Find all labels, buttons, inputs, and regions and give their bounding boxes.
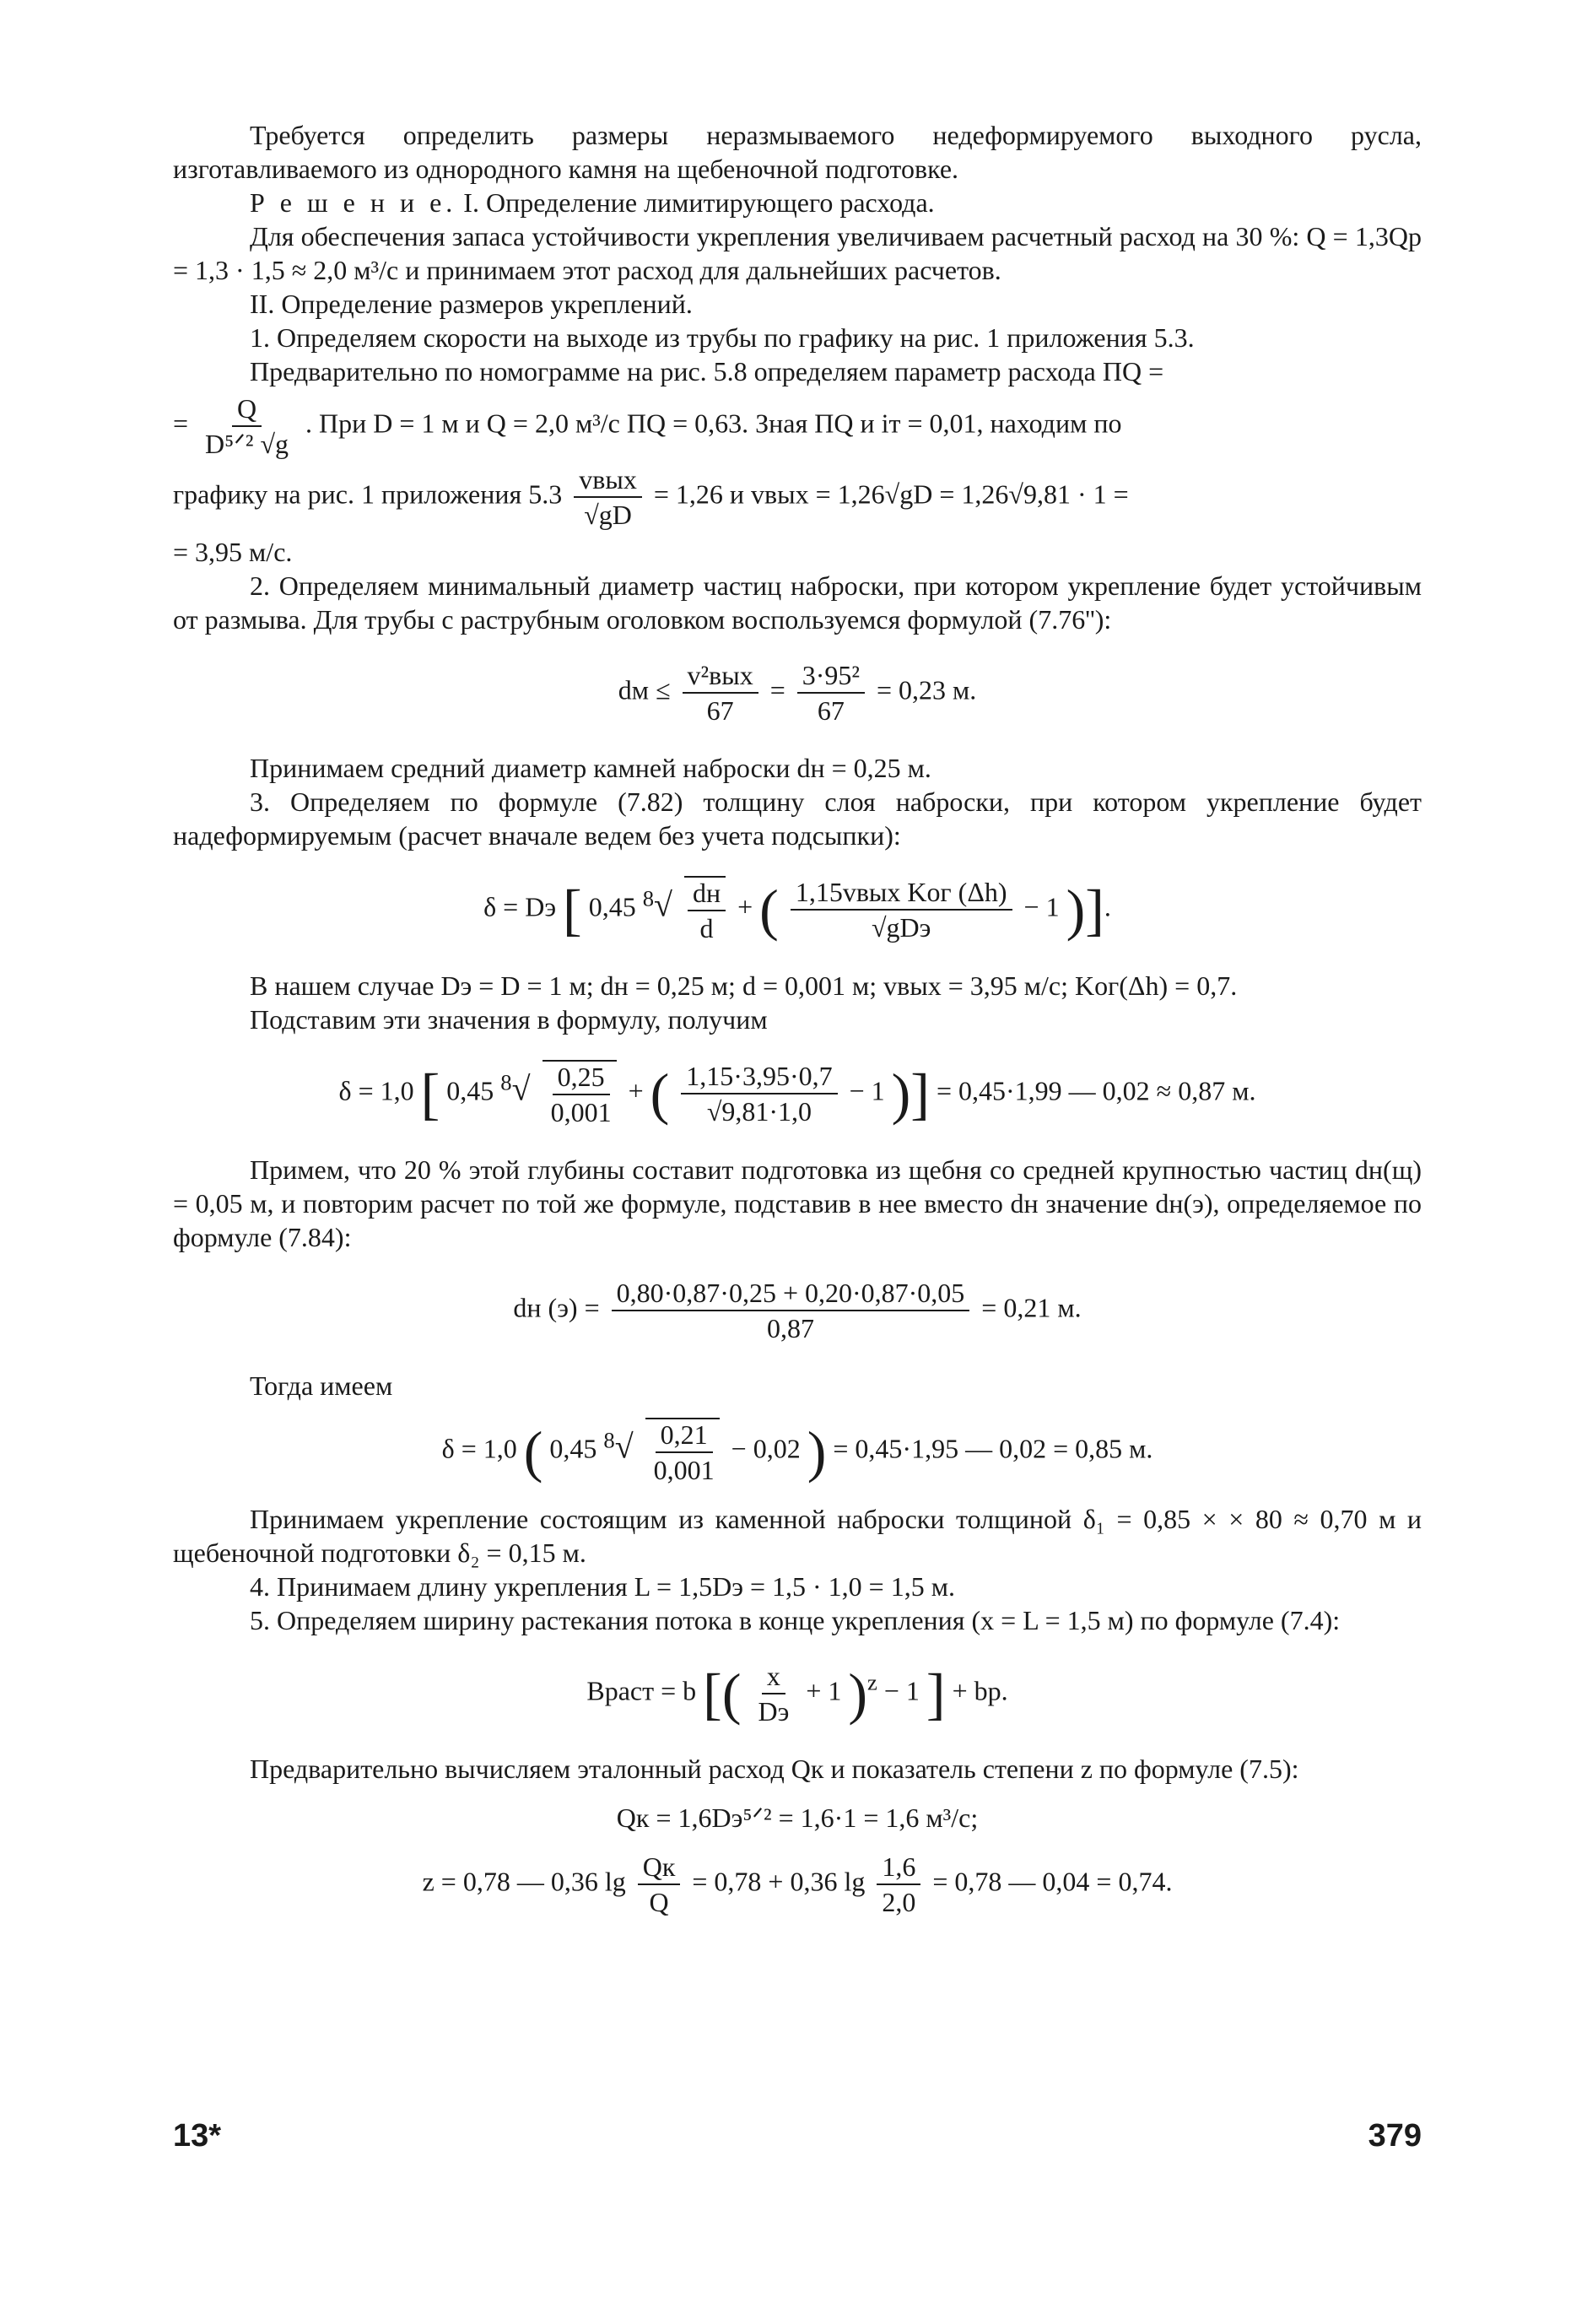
fraction-denominator: √gDэ <box>871 912 931 943</box>
fraction-denominator: √gD <box>584 500 632 530</box>
equation-coefficient: 0,45 <box>446 1075 494 1106</box>
root-fraction <box>684 876 726 943</box>
left-bracket: [ <box>703 1662 722 1726</box>
equation-lhs: Bраст = b <box>586 1675 697 1706</box>
equation-fraction <box>681 1061 837 1127</box>
equation-layer-thickness <box>173 876 1422 943</box>
paragraph-substitute: Подставим эти значения в формулу, получим <box>250 1004 768 1035</box>
paragraph-velocity-value: = 3,95 м/с. <box>173 537 293 567</box>
fraction-numerator: vвых <box>574 464 642 498</box>
equation-lhs: δ = 1,0 <box>338 1075 414 1106</box>
equation-coefficient: 0,45 <box>549 1433 597 1464</box>
equation-lhs: dн (э) = <box>513 1292 600 1323</box>
velocity-result: = 1,26 и vвых = 1,26√gD = 1,26√9,81 · 1 = <box>653 478 1129 510</box>
equation-minus-one: − 1 <box>1023 891 1060 922</box>
equation-end: . <box>1104 891 1111 922</box>
paragraph-step-four: 4. Принимаем длину укрепления L = 1,5Dэ = 1,5 · 1,0 = 1,5 м. <box>250 1571 955 1602</box>
signature-mark: 13* <box>173 2118 222 2154</box>
equation-exponent-z <box>173 1851 1422 1917</box>
fraction-denominator: √9,81·1,0 <box>706 1096 812 1127</box>
fraction-denominator: Q <box>649 1887 669 1917</box>
fraction-denominator: 0,87 <box>766 1313 814 1343</box>
equation-minus-one: − 1 <box>883 1675 920 1706</box>
equation-fraction <box>753 1661 794 1727</box>
equation-rhs: + bр. <box>952 1675 1008 1706</box>
equation-thickness-value <box>173 1060 1422 1127</box>
fraction-denominator: 0,001 <box>550 1097 612 1127</box>
paragraph-section-two: II. Определение размеров укреплений. <box>250 289 693 319</box>
radical-sign: √ <box>654 885 672 924</box>
equation-reference-flow <box>173 1801 1422 1835</box>
fraction-denominator: 67 <box>817 695 845 726</box>
fraction-numerator: dн <box>688 878 726 911</box>
paragraph-step-one: 1. Определяем скорости на выходе из трубы по графику на рис. 1 приложения 5.3. <box>250 322 1195 353</box>
root-fraction <box>542 1060 617 1127</box>
equation-lhs: dм ≤ <box>618 674 671 705</box>
paragraph-step-three: 3. Определяем по формуле (7.82) толщину слоя наброски, при котором укрепление будет надеформируемым (расчет вначале ведем без учета подсыпки): <box>173 786 1422 851</box>
fraction-denominator: d <box>699 913 714 943</box>
left-bracket: [ <box>420 1062 440 1126</box>
fraction-numerator: 0,25 <box>553 1062 610 1095</box>
fraction-numerator: 1,15vвых Kог (Δh) <box>791 877 1012 911</box>
fraction-denominator: 0,001 <box>653 1455 715 1485</box>
plus-sign: + <box>737 891 753 922</box>
right-bracket: ] <box>910 1062 930 1126</box>
radical-sign: √ <box>511 1069 531 1108</box>
equation-lhs: δ = 1,0 <box>441 1433 517 1464</box>
right-bracket: ] <box>1085 878 1104 942</box>
left-bracket: [ <box>563 878 582 942</box>
fraction-numerator: v²вых <box>683 660 758 694</box>
equation-fraction <box>638 1851 681 1917</box>
equation-lhs: δ = Dэ <box>483 891 557 922</box>
page-number: 379 <box>1368 2118 1422 2154</box>
fraction-numerator: 3·95² <box>797 660 865 694</box>
equation-rhs: = 0,78 — 0,04 = 0,74. <box>932 1866 1173 1897</box>
page-body <box>173 118 1422 1934</box>
fraction-numerator: Qк <box>638 1851 681 1885</box>
equation-coefficient: 0,45 <box>588 891 636 922</box>
flow-parameter-fraction <box>200 393 294 459</box>
equation-fraction <box>877 1851 920 1917</box>
equation-rhs: = 0,45·1,95 — 0,02 = 0,85 м. <box>833 1433 1153 1464</box>
root-fraction <box>645 1418 720 1485</box>
fraction-numerator: Q <box>232 393 262 427</box>
left-paren: ( <box>721 1662 742 1726</box>
right-paren: ) <box>807 1419 827 1484</box>
fraction-denominator: D⁵ᐟ² √g <box>205 429 289 459</box>
equation-thickness-recalc <box>173 1418 1422 1485</box>
right-paren: ) <box>848 1662 868 1726</box>
paragraph-stone-diameter: Принимаем средний диаметр камней наброски dн = 0,25 м. <box>250 753 931 783</box>
paragraph-task: Требуется определить размеры неразмываемого недеформируемого выходного русла, изготавливаемого из однородного камня на щебеночной подготовке. <box>173 120 1422 184</box>
root-index: 8 <box>642 885 655 911</box>
left-paren: ( <box>650 1062 670 1126</box>
fraction-numerator: x <box>762 1661 785 1694</box>
paragraph-case-values: В нашем случае Dэ = D = 1 м; dн = 0,25 м; d = 0,001 м; vвых = 3,95 м/с; Kог(Δh) = 0,7. <box>250 970 1238 1001</box>
fraction-numerator: 1,15·3,95·0,7 <box>681 1061 837 1094</box>
equation-rhs: = 0,21 м. <box>981 1292 1082 1323</box>
paragraph-then: Тогда имеем <box>250 1370 393 1401</box>
radical-sign: √ <box>614 1427 634 1466</box>
paragraph-accepted-layers: Принимаем укрепление состоящим из каменной наброски толщиной δ₁ = 0,85 × × 80 ≈ 0,70 м и щебеночной подготовки δ₂ = 0,15 м. <box>173 1504 1422 1568</box>
right-paren: ) <box>891 1062 911 1126</box>
paragraph-reference-flow: Предварительно вычисляем эталонный расход Qк и показатель степени z по формуле (7.5): <box>250 1754 1299 1784</box>
equation-min-diameter <box>173 660 1422 726</box>
root-index: 8 <box>603 1427 615 1453</box>
fraction-numerator: 1,6 <box>877 1851 920 1885</box>
equation-fraction <box>791 877 1012 943</box>
flow-parameter-text: . При D = 1 м и Q = 2,0 м³/с ПQ = 0,63. Зная ПQ и iт = 0,01, находим по <box>305 408 1122 439</box>
equation-minus-one: − 1 <box>849 1075 885 1106</box>
paragraph-flow-parameter <box>173 393 1422 459</box>
solution-lead: Р е ш е н и е. <box>250 187 457 218</box>
paragraph-velocity-graph <box>173 464 1422 530</box>
flow-parameter-equals: = <box>173 408 189 439</box>
paragraph-nomogram: Предварительно по номограмме на рис. 5.8 определяем параметр расхода ПQ = <box>250 356 1164 386</box>
equation-rhs: = 0,45·1,99 — 0,02 ≈ 0,87 м. <box>936 1075 1256 1106</box>
equation-lhs: z = 0,78 — 0,36 lg <box>422 1866 626 1897</box>
plus-sign: + <box>628 1075 644 1106</box>
solution-section-one: I. Определение лимитирующего расхода. <box>456 187 935 218</box>
equation-fraction <box>683 660 758 726</box>
equation-rhs: = 0,23 м. <box>877 674 977 705</box>
fraction-denominator: 2,0 <box>882 1887 916 1917</box>
fraction-numerator: 0,80·0,87·0,25 + 0,20·0,87·0,05 <box>612 1278 970 1311</box>
paragraph-solution-heading <box>173 186 1422 219</box>
right-paren: ) <box>1066 878 1086 942</box>
fraction-numerator: 0,21 <box>656 1419 713 1453</box>
equation-text: Qк = 1,6Dэ⁵ᐟ² = 1,6·1 = 1,6 м³/с; <box>616 1802 979 1833</box>
root-index: 8 <box>500 1069 512 1095</box>
left-paren: ( <box>523 1419 543 1484</box>
paragraph-flow-increase: Для обеспечения запаса устойчивости укрепления увеличиваем расчетный расход на 30 %: Q = 1,3Qр = 1,3 · 1,5 ≈ 2,0 м³/с и принимаем этот расход для дальнейших расчетов. <box>173 221 1422 285</box>
equation-fraction <box>797 660 865 726</box>
exponent: z <box>867 1669 877 1695</box>
equation-tail: − 0,02 <box>731 1433 801 1464</box>
fraction-denominator: 67 <box>706 695 734 726</box>
velocity-graph-text: графику на рис. 1 приложения 5.3 <box>173 478 563 510</box>
equation-plus-one: + 1 <box>806 1675 842 1706</box>
left-paren: ( <box>759 878 779 942</box>
fraction-denominator: Dэ <box>758 1696 790 1727</box>
paragraph-gravel-layer: Примем, что 20 % этой глубины составит подготовка из щебня со средней крупностью частиц dн(щ) = 0,05 м, и повторим расчет по той же формуле, подставив в нее вместо dн значение dн(э), определяемое по формуле (7.84): <box>173 1154 1422 1252</box>
paragraph-step-two: 2. Определяем минимальный диаметр частиц наброски, при котором укрепление будет устойчивым от размыва. Для трубы с раструбным оголовком воспользуемся формулой (7.76''): <box>173 570 1422 635</box>
equation-equals: = <box>769 674 785 705</box>
equation-spread-width <box>173 1661 1422 1727</box>
equation-mid: = 0,78 + 0,36 lg <box>692 1866 866 1897</box>
right-bracket: ] <box>926 1662 946 1726</box>
velocity-fraction <box>574 464 642 530</box>
equation-equivalent-diameter <box>173 1278 1422 1343</box>
equation-fraction <box>612 1278 970 1343</box>
paragraph-step-five: 5. Определяем ширину растекания потока в конце укрепления (x = L = 1,5 м) по формуле (7.4): <box>250 1605 1341 1635</box>
